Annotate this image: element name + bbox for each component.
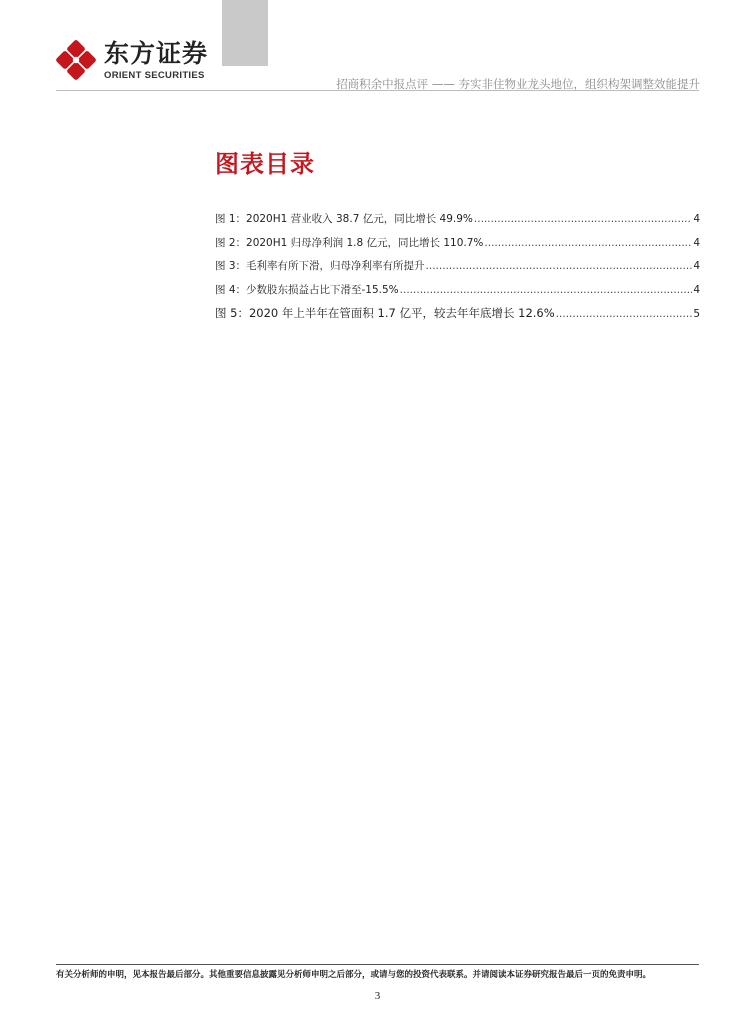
toc-leader-dots [474, 213, 692, 225]
toc-item-page: 4 [693, 283, 700, 296]
toc-item-page: 4 [693, 213, 700, 225]
report-subtitle: 招商积余中报点评 —— 夯实非住物业龙头地位，组织构架调整效能提升 [336, 77, 700, 91]
orient-securities-logo-icon [56, 40, 96, 80]
toc-item-figure-1[interactable] [215, 211, 700, 235]
page-number: 3 [374, 990, 381, 1002]
logo-chinese-name: 东方证券 [104, 39, 209, 68]
toc-item-figure-4[interactable] [215, 282, 700, 306]
toc-leader-dots [484, 237, 692, 249]
toc-item-page: 4 [693, 236, 700, 249]
header-divider [56, 90, 699, 91]
toc-item-label: 图 3：毛利率有所下滑，归母净利率有所提升 [215, 260, 425, 272]
toc-item-label: 图 4：少数股东损益占比下滑至-15.5% [215, 283, 399, 296]
toc-item-page: 4 [693, 260, 700, 272]
toc-item-label: 图 2：2020H1 归母净利润 1.8 亿元，同比增长 110.7% [215, 236, 484, 249]
toc-item-figure-2[interactable] [215, 235, 700, 259]
toc-leader-dots [400, 284, 693, 296]
table-of-figures [215, 211, 700, 329]
footer-disclaimer: 有关分析师的申明，见本报告最后部分。其他重要信息披露见分析师申明之后部分，或请与您的投资代表联系。并请阅读本证券研究报告最后一页的免责申明。 [56, 970, 652, 980]
toc-title: 图表目录 [215, 150, 315, 178]
toc-item-figure-3[interactable] [215, 258, 700, 282]
footer-divider [56, 964, 699, 965]
toc-item-label: 图 1：2020H1 营业收入 38.7 亿元，同比增长 49.9% [215, 213, 473, 225]
toc-item-label: 图 5：2020 年上半年在管面积 1.7 亿平，较去年年底增长 12.6% [215, 306, 555, 320]
toc-leader-dots [426, 260, 693, 272]
toc-item-figure-5[interactable] [215, 305, 700, 329]
toc-item-page: 5 [693, 308, 700, 320]
toc-leader-dots [556, 308, 693, 320]
header-grey-bar [222, 0, 268, 66]
logo-english-name: ORIENT SECURITIES [104, 70, 205, 81]
